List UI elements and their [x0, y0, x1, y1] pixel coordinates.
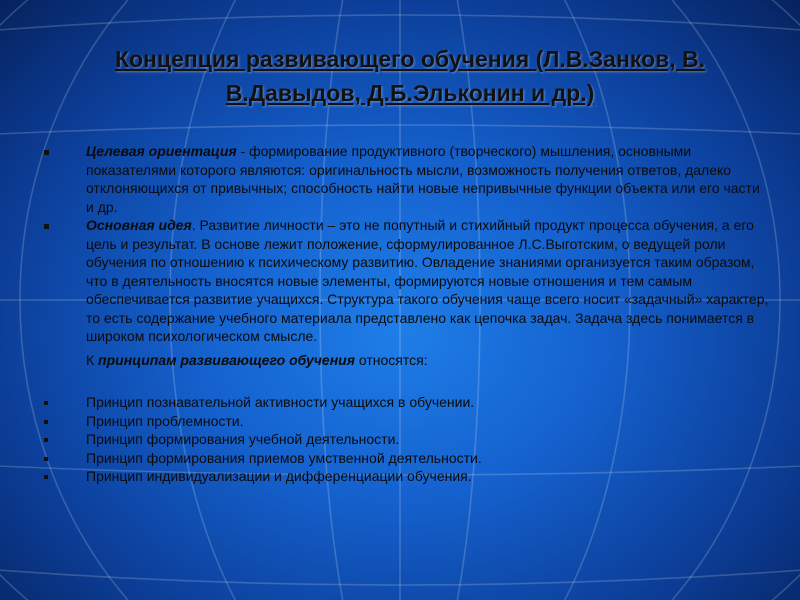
list-item: Принцип формирования приемов умственной деятельности. [40, 449, 770, 468]
square-bullet-icon [44, 150, 49, 155]
list-item: Принцип формирования учебной деятельности. [40, 430, 770, 449]
principles-intro-label: принципам развивающего обучения [98, 351, 355, 368]
square-bullet-icon [44, 420, 48, 424]
slide-content [40, 142, 770, 486]
principles-list [40, 393, 770, 486]
principles-intro-suffix: относятся: [354, 351, 428, 368]
list-item: Принцип индивидуализации и дифференциации обучения. [40, 467, 770, 486]
list-item: Принцип познавательной активности учащихся в обучении. [40, 393, 770, 412]
square-bullet-icon [44, 438, 48, 442]
square-bullet-icon [44, 475, 48, 479]
slide-title-line-2: В.Давыдов, Д.Б.Эльконин и др.) [225, 80, 595, 106]
square-bullet-icon [44, 224, 49, 229]
slide-title-line-1: Концепция развивающего обучения (Л.В.Занков, В. [114, 46, 706, 72]
slide-title [40, 42, 780, 110]
goal-paragraph [40, 142, 770, 216]
idea-label: Основная идея [86, 217, 192, 233]
square-bullet-icon [44, 457, 48, 461]
list-item: Принцип проблемности. [40, 412, 770, 431]
principles-intro-prefix: К [86, 351, 99, 368]
goal-label: Целевая ориентация [86, 143, 237, 159]
idea-paragraph [40, 216, 770, 346]
idea-text: . Развитие личности – это не попутный и стихийный продукт процесса обучения, а его цель и результат. В основе лежит положение, сформулированное Л.С.Выготским, о ведущей роли обучения по отношению к психическому развитию. Овладение знаниями организуется таким образом, что в деятельность вносятся новые элементы, формируются новые отношения и тем самым обеспечивается развитие учащихся. Структура такого обучения чаще всего носит «задачный» характер, то есть содержание учебного материала представлено как цепочка задач. Задача здесь понимается в широком психологическом смысле. [86, 217, 769, 344]
square-bullet-icon [44, 401, 48, 405]
principles-intro [40, 351, 770, 370]
goal-text: - формирование продуктивного (творческого) мышления, основными показателями которого являются: оригинальность мысли, возможность получения ответов, далеко отклоняющихся от привычных; способность найти новые непривычные функции объекта или его части и др. [86, 143, 760, 215]
